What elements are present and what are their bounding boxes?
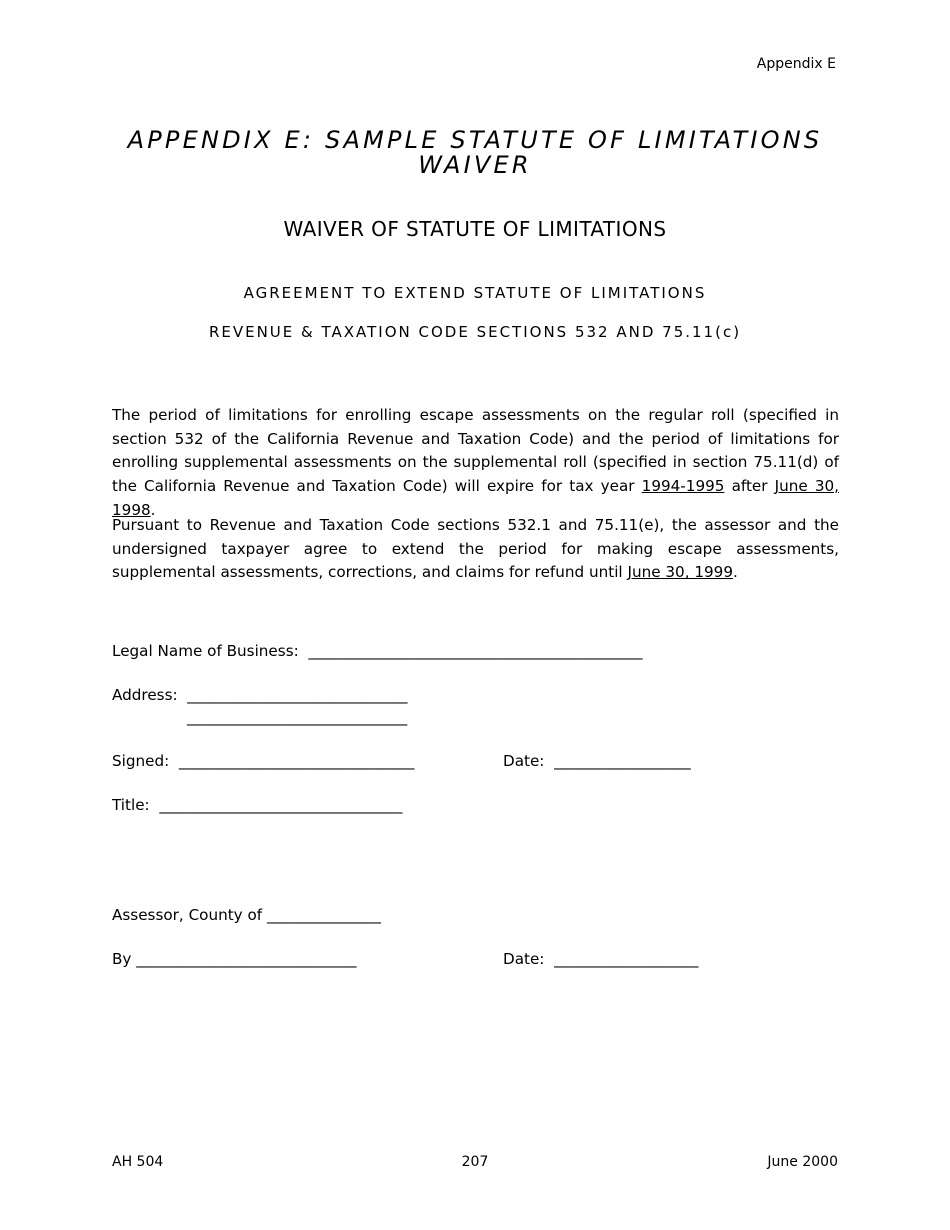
legal-name-field: Legal Name of Business: ____________________________________________ — [112, 642, 643, 660]
signed-date-field: Date: __________________ — [503, 752, 691, 770]
paragraph1-text: The period of limitations for enrolling escape assessments on the regular roll (specified in section 532 of the California Revenue and Taxation Code) and the period of limitations for enrolling supplemental assessments on the supplemental roll (specified in section 75.11(d) of the California Revenue and Taxation Code) will expire for tax year — [112, 406, 839, 496]
limitations-paragraph — [112, 404, 839, 523]
tax-year-value: 1994-1995 — [641, 477, 725, 496]
title-field: Title: ________________________________ — [112, 796, 403, 814]
extension-paragraph — [112, 514, 839, 585]
address-field-line2: _____________________________ — [187, 708, 408, 726]
paragraph2-text: Pursuant to Revenue and Taxation Code sections 532.1 and 75.11(e), the assessor and the undersigned taxpayer agree to extend the period for making escape assessments, supplemental assessments, corrections, and claims for refund until — [112, 516, 839, 582]
paragraph1-middle: after — [724, 477, 775, 496]
paragraph1-end: . — [150, 500, 156, 519]
expire-date-value: June 30, 1998 — [112, 477, 839, 519]
code-heading: REVENUE & TAXATION CODE SECTIONS 532 AND 75.11(c) — [208, 323, 742, 341]
extend-date-value: June 30, 1999 — [627, 563, 734, 582]
footer-page-number: 207 — [461, 1154, 489, 1170]
assessor-county-field: Assessor, County of _______________ — [112, 906, 381, 924]
signed-field: Signed: _______________________________ — [112, 752, 415, 770]
by-field: By _____________________________ — [112, 950, 357, 968]
waiver-subtitle: WAIVER OF STATUTE OF LIMITATIONS — [283, 217, 667, 241]
by-date-field: Date: ___________________ — [503, 950, 699, 968]
address-field-line1: Address: _____________________________ — [112, 686, 408, 704]
appendix-title — [0, 128, 950, 178]
agreement-heading: AGREEMENT TO EXTEND STATUTE OF LIMITATIONS — [243, 284, 707, 302]
paragraph2-end: . — [733, 563, 738, 582]
running-header: Appendix E — [756, 56, 836, 72]
footer-date: June 2000 — [767, 1154, 838, 1170]
footer-doc-id: AH 504 — [112, 1154, 164, 1170]
appendix-title-line2: WAIVER — [418, 151, 532, 179]
appendix-title-line1: APPENDIX E: SAMPLE STATUTE OF LIMITATIONS — [127, 126, 823, 154]
